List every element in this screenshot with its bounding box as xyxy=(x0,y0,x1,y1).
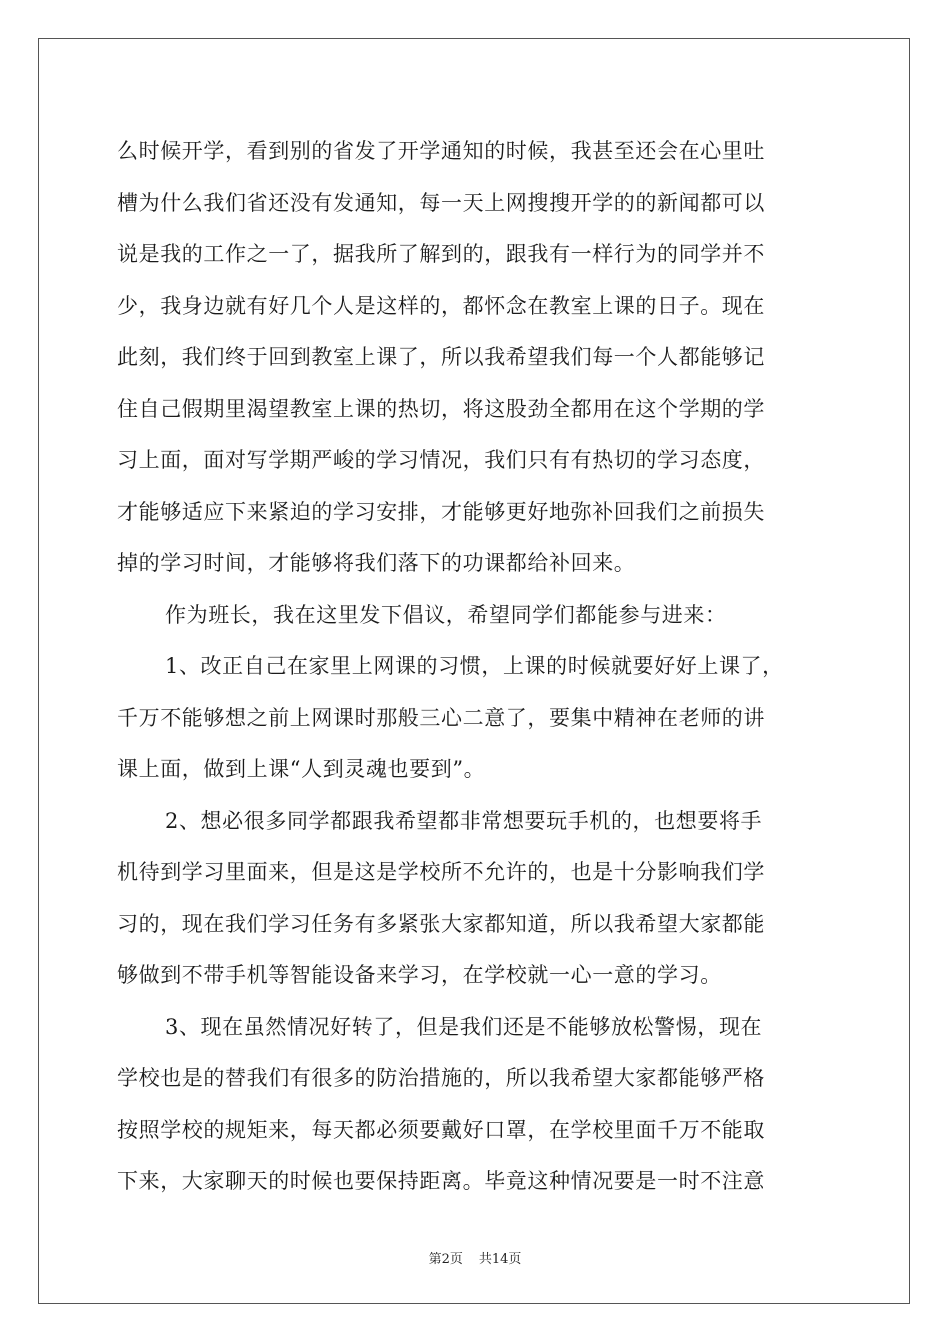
text-line: 掉的学习时间，才能够将我们落下的功课都给补回来。 xyxy=(117,551,636,575)
text-line: 下来，大家聊天的时候也要保持距离。毕竟这种情况要是一时不注意 xyxy=(117,1169,765,1193)
text-line: 学校也是的替我们有很多的防治措施的，所以我希望大家都能够严格 xyxy=(117,1066,765,1090)
text-line: 3、现在虽然情况好转了，但是我们还是不能够放松警惕，现在 xyxy=(165,1014,763,1039)
text-line: 作为班长，我在这里发下倡议，希望同学们都能参与进来： xyxy=(165,602,727,627)
text-line: 2、想必很多同学都跟我希望都非常想要玩手机的，也想要将手 xyxy=(165,808,763,833)
page-footer xyxy=(0,1248,950,1267)
page-total: 共14页 xyxy=(478,1252,522,1267)
page-number: 第2页 xyxy=(428,1252,463,1267)
text-line: 千万不能够想之前上网课时那般三心二意了，要集中精神在老师的讲 xyxy=(117,705,765,730)
text-line: 说是我的工作之一了，据我所了解到的，跟我有一样行为的同学并不 xyxy=(117,242,765,266)
text-line: 1、改正自己在家里上网课的习惯，上课的时候就要好好上课了， xyxy=(165,654,784,678)
document-body xyxy=(117,126,837,1208)
text-line: 机待到学习里面来，但是这是学校所不允许的，也是十分影响我们学 xyxy=(117,860,765,884)
text-line: 么时候开学，看到别的省发了开学通知的时候，我甚至还会在心里吐 xyxy=(117,139,765,163)
text-line: 按照学校的规矩来，每天都必须要戴好口罩，在学校里面千万不能取 xyxy=(117,1117,765,1142)
text-line: 才能够适应下来紧迫的学习安排，才能够更好地弥补回我们之前损失 xyxy=(117,499,765,524)
text-line: 槽为什么我们省还没有发通知，每一天上网搜搜开学的的新闻都可以 xyxy=(117,190,765,215)
text-line: 此刻，我们终于回到教室上课了，所以我希望我们每一个人都能够记 xyxy=(117,345,765,369)
text-line: 习上面，面对写学期严峻的学习情况，我们只有有热切的学习态度， xyxy=(117,448,765,472)
text-line: 课上面，做到上课“人到灵魂也要到”。 xyxy=(117,757,486,781)
text-line: 习的，现在我们学习任务有多紧张大家都知道，所以我希望大家都能 xyxy=(117,911,765,936)
text-line: 住自己假期里渴望教室上课的热切，将这股劲全都用在这个学期的学 xyxy=(117,396,765,421)
text-line: 少，我身边就有好几个人是这样的，都怀念在教室上课的日子。现在 xyxy=(117,293,765,318)
text-line: 够做到不带手机等智能设备来学习，在学校就一心一意的学习。 xyxy=(117,963,722,987)
